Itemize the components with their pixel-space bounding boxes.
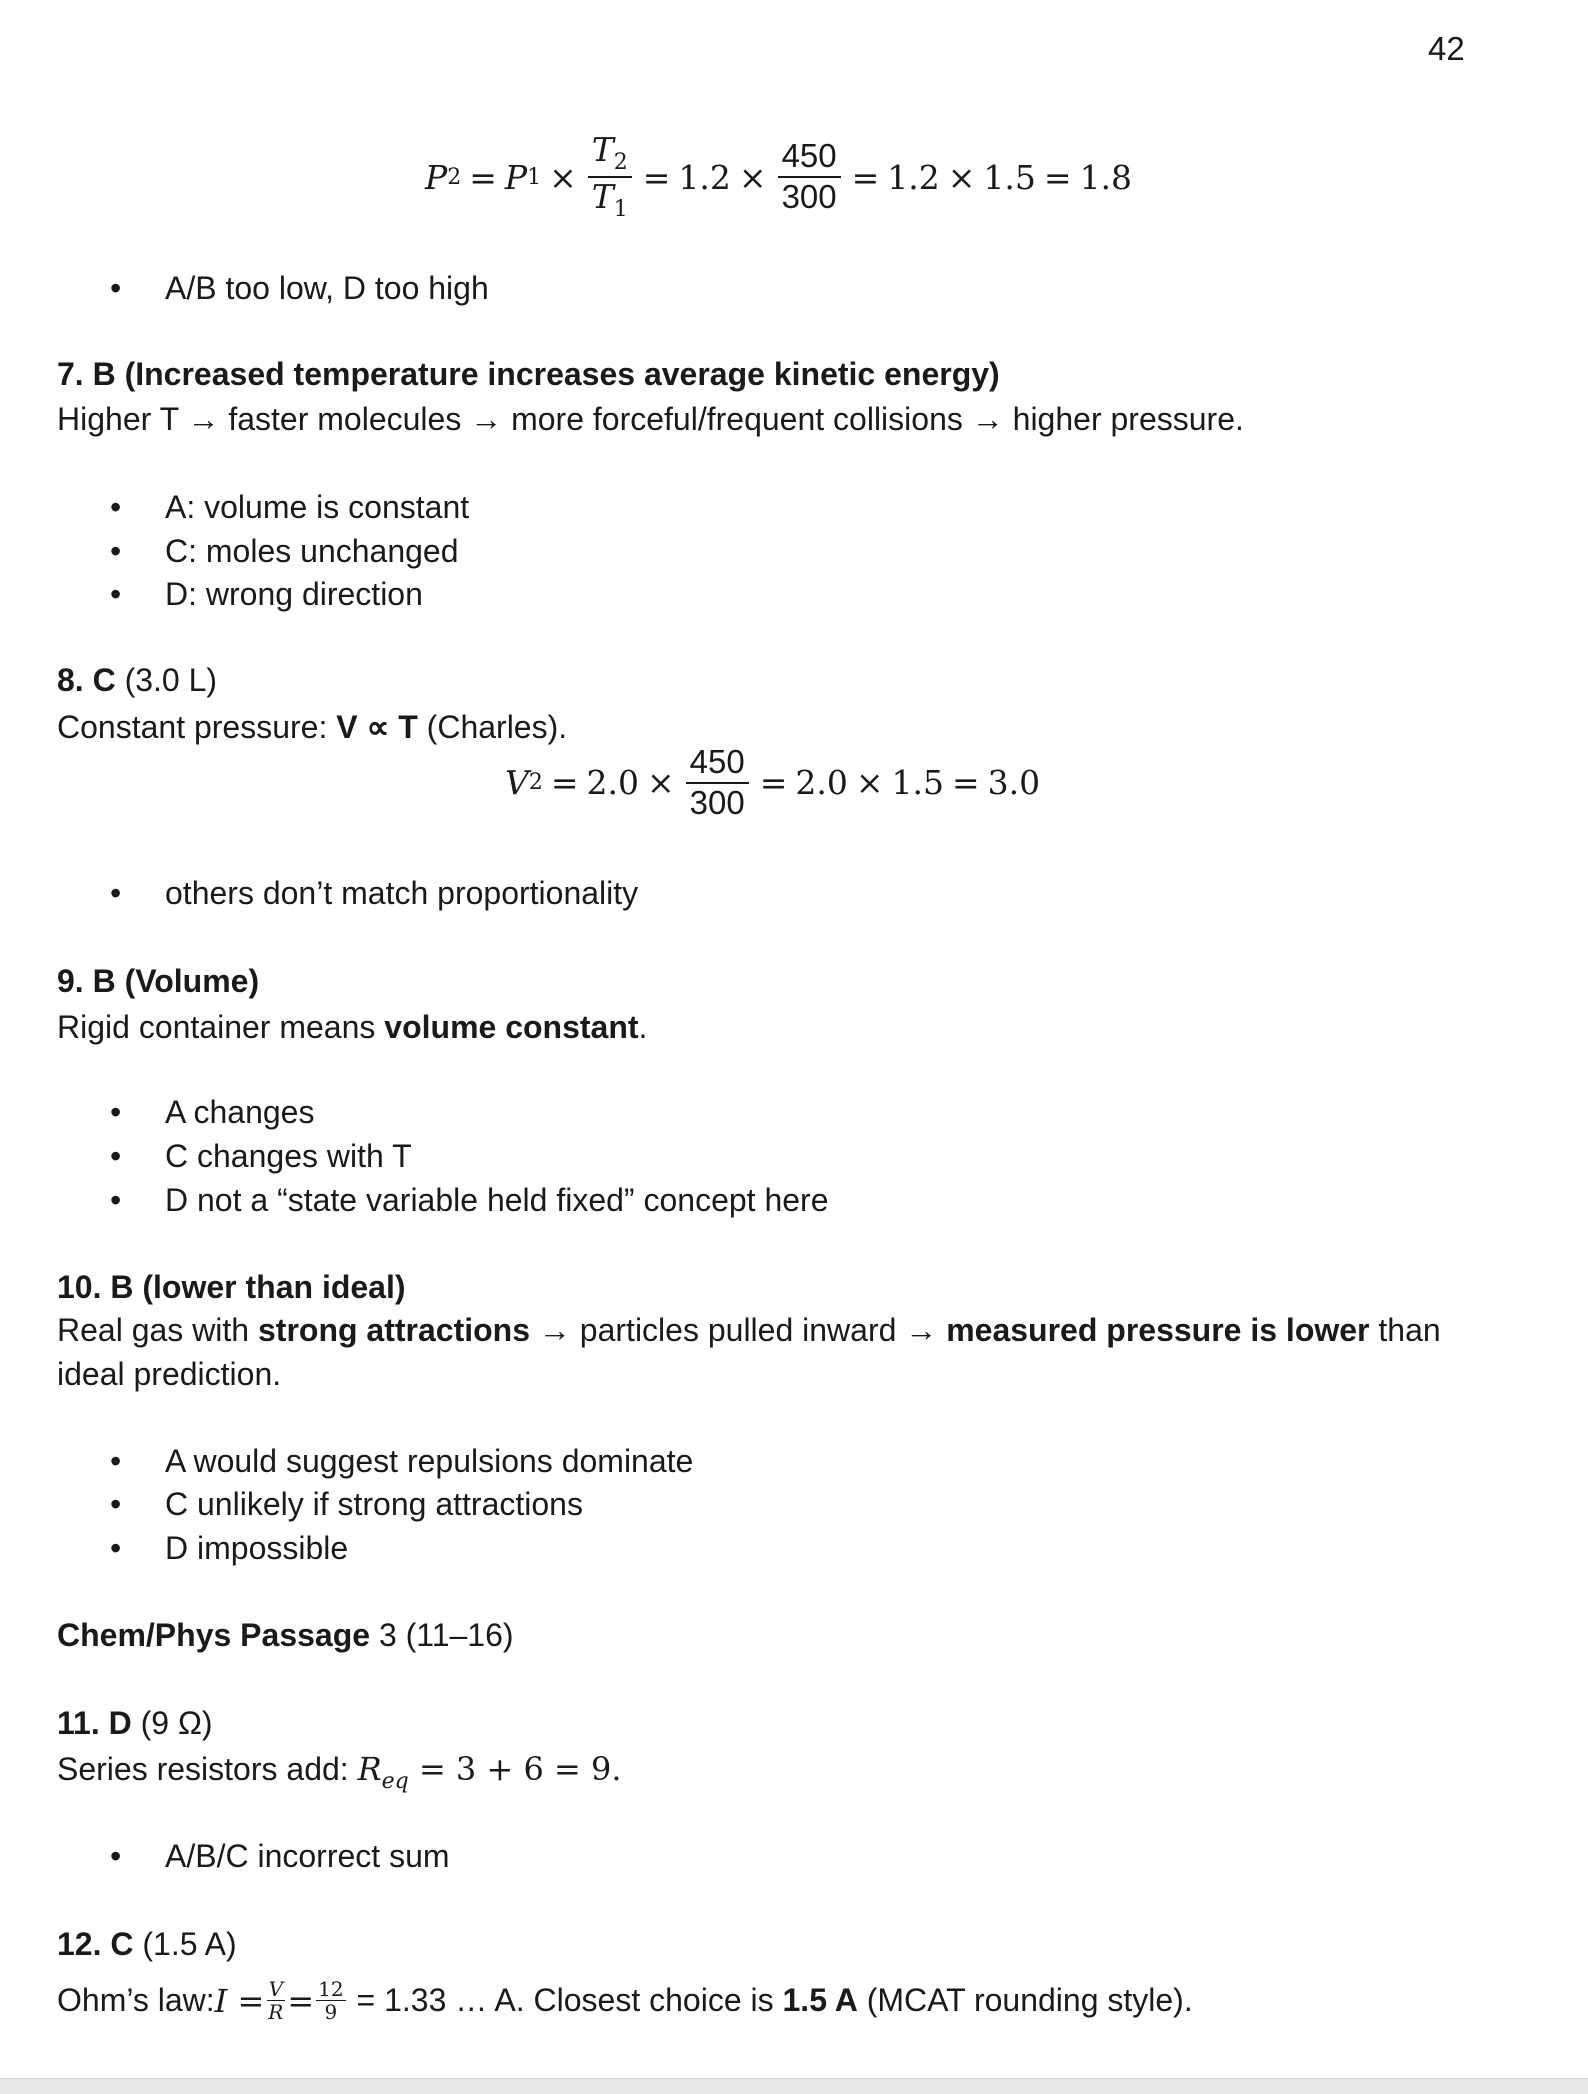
eq-op: × — [855, 763, 884, 803]
q12-text-post: (MCAT rounding style). — [857, 1982, 1193, 2018]
eq-op: = — [550, 763, 579, 803]
q9-text-bold: volume constant — [384, 1009, 639, 1045]
q10-text-line2: ideal prediction. — [57, 1356, 282, 1392]
eq-num: 1.2 — [678, 157, 731, 197]
bullet-dot: • — [110, 1138, 122, 1174]
bullet-dot: • — [110, 1838, 122, 1874]
bullet-dot: • — [110, 489, 122, 525]
eq-num: 1.5 — [983, 157, 1036, 197]
eq-op: × — [646, 763, 675, 803]
bullet-dot: • — [110, 576, 122, 612]
q7-text: Higher T → faster molecules → more forceful/frequent collisions → higher pressure. — [57, 401, 1244, 437]
eq-var: P — [425, 157, 448, 197]
q11-text-pre: Series resistors add: — [57, 1751, 358, 1787]
q12-heading — [57, 1926, 237, 1963]
q11-eq-rest: = 3 + 6 = 9. — [408, 1750, 622, 1788]
q8-heading-rest: (3.0 L) — [115, 662, 218, 698]
q10-text-bold-1: strong attractions — [257, 1312, 531, 1348]
q8-text — [57, 708, 567, 746]
q9-bullet: D not a “state variable held fixed” concept here — [165, 1182, 829, 1218]
eq-fraction-450 — [686, 745, 749, 820]
q10-text-1: Real gas with — [57, 1312, 258, 1348]
q11-heading — [57, 1705, 213, 1742]
eq-num: 2.0 — [586, 763, 639, 803]
eq-var: T — [591, 177, 614, 217]
q8-bullet: others don’t match proportionality — [165, 875, 639, 911]
equation-p2 — [425, 130, 1133, 223]
page-bottom-edge — [0, 2078, 1588, 2094]
eq-fraction-v-r — [266, 1978, 285, 2023]
eq-op: × — [947, 157, 976, 197]
q9-bullet: A changes — [165, 1094, 315, 1130]
equation-v2 — [505, 745, 1040, 820]
q9-text-post: . — [638, 1009, 648, 1045]
q7-bullet: C: moles unchanged — [165, 533, 459, 569]
q11-bullet: A/B/C incorrect sum — [165, 1838, 450, 1874]
eq-sub: 1 — [527, 164, 542, 190]
q7-heading: 7. B (Increased temperature increases average kinetic energy) — [57, 356, 1000, 392]
bullet-dot: • — [110, 1182, 122, 1218]
eq-op: = — [759, 763, 788, 803]
eq-num: 1.2 — [887, 157, 940, 197]
eq-var: R — [268, 2000, 284, 2024]
q9-text — [57, 1009, 647, 1046]
bullet-dot: • — [110, 875, 122, 911]
q12-text-pre: Ohm’s law: — [57, 1982, 215, 2018]
eq-num: 3.0 — [987, 763, 1041, 803]
bullet-dot: • — [110, 1486, 122, 1522]
q10-text-3: → particles pulled inward → — [530, 1312, 947, 1348]
eq-fraction-12-9 — [316, 1978, 345, 2023]
eq-num: 12 — [318, 1977, 344, 2001]
eq-op: = — [642, 157, 671, 197]
q8-text-post: (Charles). — [417, 709, 568, 745]
eq-op: = — [951, 763, 980, 803]
eq-op: = — [469, 157, 497, 197]
eq-var: R — [357, 1750, 382, 1788]
q10-bullet: A would suggest repulsions dominate — [165, 1443, 694, 1479]
bullet-dot: • — [110, 1443, 122, 1479]
section-heading-rest: 3 (11–16) — [370, 1617, 514, 1653]
q10-text-5: than — [1369, 1312, 1441, 1348]
q10-text-bold-2: measured pressure is lower — [946, 1312, 1370, 1348]
q12-text-bold: 1.5 A — [782, 1982, 858, 2018]
q12-text: Ohm’s law: I = $\frac{V}{R}$ = $\frac{12}{9}$ = 1.33 … A. Closest choice is 1.5 A (MCAT rounding style). — [57, 1977, 1193, 2024]
eq-sub: 2 — [447, 164, 462, 190]
section-heading — [57, 1617, 514, 1654]
q12-heading-bold: 12. C — [57, 1926, 134, 1962]
eq-var: T — [591, 130, 614, 169]
eq-sub: 2 — [528, 770, 543, 796]
q8-heading-num: 8. C — [57, 662, 116, 698]
q8-text-bold: V ∝ T — [336, 709, 418, 745]
eq-num: 300 — [781, 178, 837, 216]
eq-var: V — [268, 1977, 284, 2001]
q10-bullet: C unlikely if strong attractions — [165, 1486, 583, 1522]
q9-heading: 9. B (Volume) — [57, 963, 260, 999]
q11-heading-bold: 11. D — [57, 1705, 132, 1741]
bullet-text: A/B too low, D too high — [165, 270, 489, 306]
eq-num: 300 — [689, 783, 745, 821]
bullet-dot: • — [110, 1530, 122, 1566]
eq-var: I — [214, 1981, 228, 2020]
eq-num: 450 — [686, 745, 749, 784]
q7-bullet: A: volume is constant — [165, 489, 470, 525]
bullet-dot: • — [110, 533, 122, 569]
eq-op: = — [851, 157, 880, 197]
q12-text-mid: = 1.33 … A. Closest choice is — [347, 1982, 783, 2018]
eq-num: 2.0 — [795, 763, 848, 803]
eq-sub: 2 — [613, 150, 628, 175]
eq-fraction-450 — [778, 139, 841, 214]
eq-var: V — [505, 763, 529, 803]
q10-heading: 10. B (lower than ideal) — [57, 1269, 406, 1305]
q8-text-pre: Constant pressure: — [57, 709, 337, 745]
eq-var: P — [504, 157, 528, 197]
eq-num: 450 — [778, 139, 841, 178]
eq-sub: 1 — [613, 197, 628, 223]
eq-op: = — [1043, 157, 1072, 197]
bullet-dot: • — [110, 1094, 122, 1130]
q8-heading — [57, 662, 217, 699]
eq-num: 1.8 — [1079, 157, 1133, 197]
q7-bullet: D: wrong direction — [165, 576, 423, 612]
bullet-dot: • — [110, 270, 122, 306]
eq-op: × — [738, 157, 767, 197]
section-heading-bold: Chem/Phys Passage — [57, 1617, 371, 1653]
page-number: 42 — [1428, 30, 1465, 67]
q12-heading-rest: (1.5 A) — [133, 1926, 237, 1962]
q11-heading-rest: (9 Ω) — [131, 1705, 213, 1741]
q11-text — [57, 1750, 621, 1794]
eq-sub: eq — [381, 1769, 409, 1794]
q10-text — [57, 1312, 1441, 1349]
eq-num: 9 — [324, 2000, 338, 2024]
eq-num: 1.5 — [891, 763, 944, 803]
q9-bullet: C changes with T — [165, 1138, 412, 1174]
q10-bullet: D impossible — [165, 1530, 349, 1566]
q9-text-pre: Rigid container means — [57, 1009, 385, 1045]
eq-op: × — [549, 157, 577, 197]
eq-fraction-t — [588, 130, 632, 223]
